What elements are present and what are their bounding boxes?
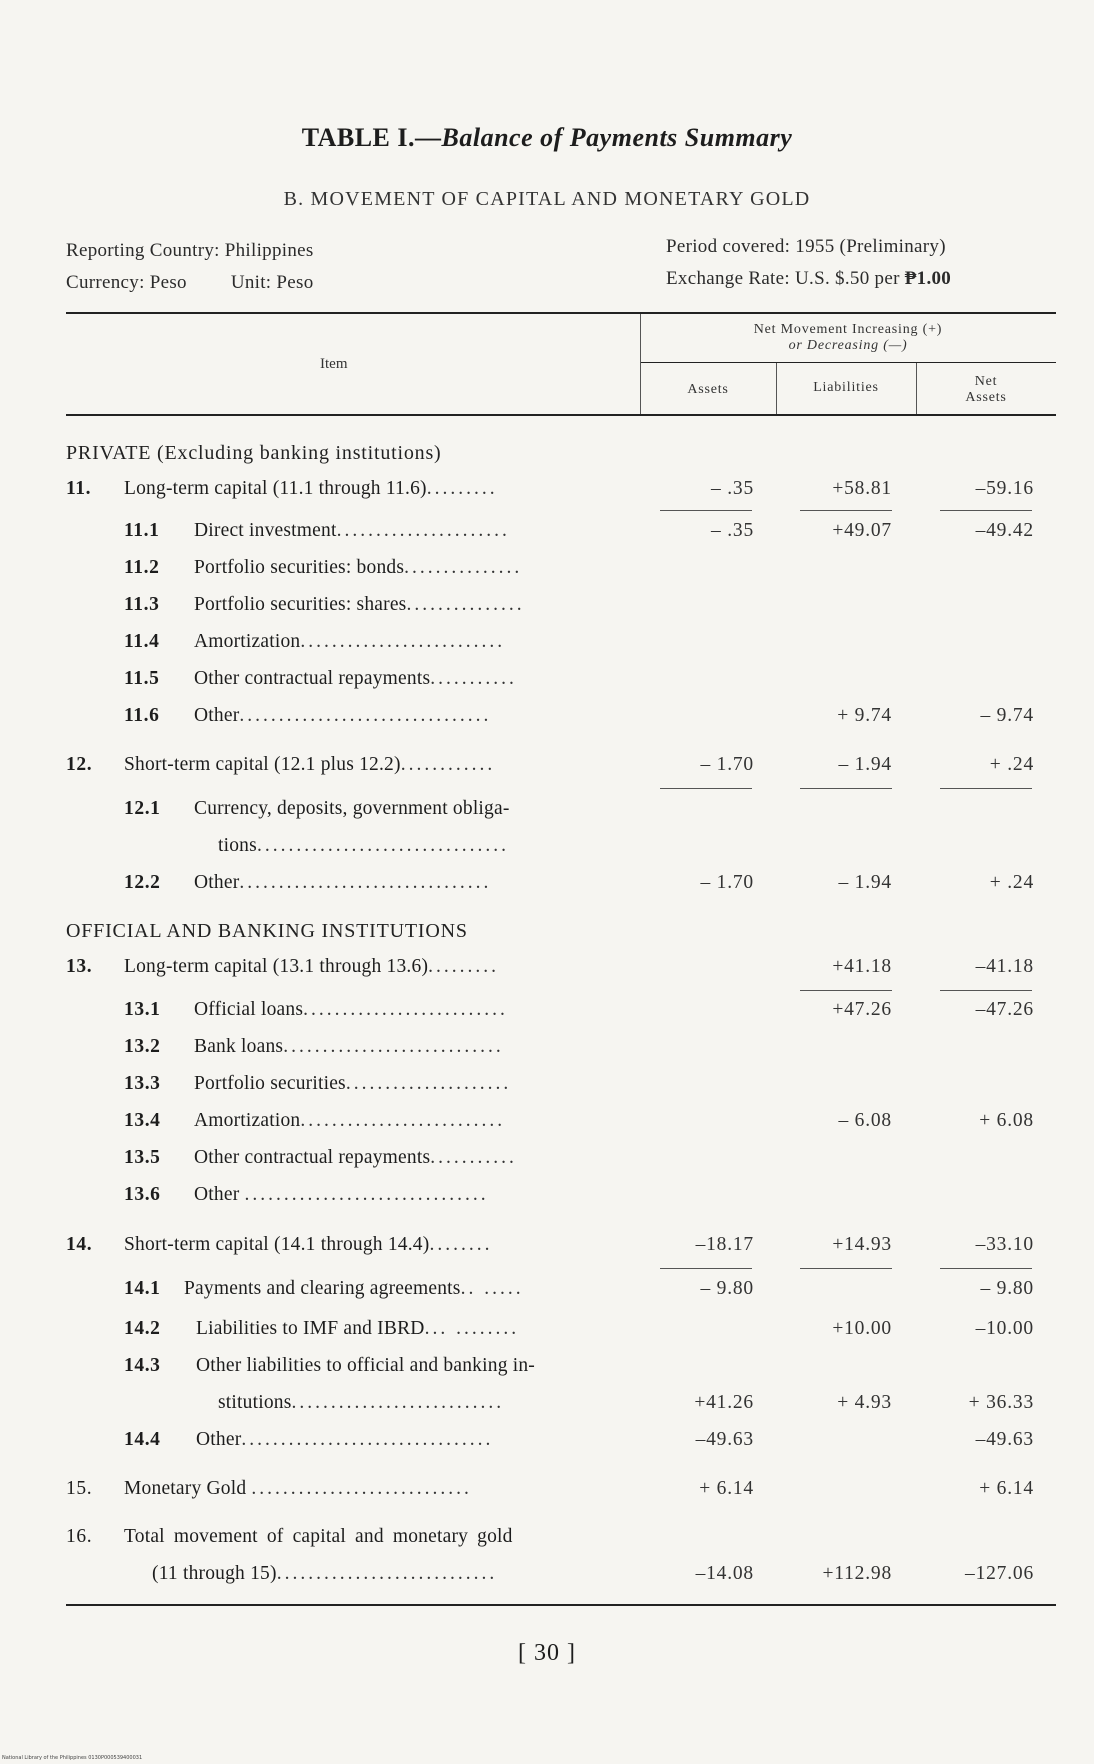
row-number: 11.6 <box>124 705 160 726</box>
liabilities-value: +10.00 <box>832 1318 892 1339</box>
row-label: Other contractual repayments........... <box>194 668 517 689</box>
table-row <box>0 999 1094 1029</box>
row-label: Amortization.......................... <box>194 631 506 652</box>
exchange-rate <box>666 268 951 290</box>
row-number: 11. <box>66 478 92 499</box>
row-label: tions................................ <box>218 835 509 856</box>
row-label: Portfolio securities: shares............... <box>194 594 525 615</box>
table-row-continuation <box>0 1563 1094 1593</box>
row-label: Short-term capital (14.1 through 14.4)........ <box>124 1234 493 1255</box>
row-number: 13.3 <box>124 1073 161 1094</box>
period-covered: Period covered: 1955 (Preliminary) <box>666 236 946 257</box>
liabilities-value: +41.18 <box>832 956 892 977</box>
subtotal-underline <box>800 1268 892 1269</box>
row-label: Short-term capital (12.1 plus 12.2)............ <box>124 754 496 775</box>
row-label: Monetary Gold ............................ <box>124 1478 472 1499</box>
row-number: 14.1 <box>124 1278 161 1299</box>
table-row-continuation <box>0 835 1094 865</box>
subtotal-underline <box>940 990 1032 991</box>
header-subrule <box>640 362 1056 363</box>
liabilities-value: +58.81 <box>832 478 892 499</box>
table-row <box>0 1278 1094 1308</box>
row-number: 13. <box>66 956 93 977</box>
row-label: Portfolio securities..................... <box>194 1073 512 1094</box>
liabilities-value: – 6.08 <box>838 1110 892 1131</box>
table-row <box>0 705 1094 735</box>
row-number: 14.3 <box>124 1355 161 1376</box>
header-bottom-rule <box>66 414 1056 416</box>
table-row-continuation <box>0 1392 1094 1422</box>
currency: Currency: Peso <box>66 272 187 293</box>
liabilities-value: +14.93 <box>832 1234 892 1255</box>
net-assets-value: – 9.74 <box>980 705 1034 726</box>
assets-value: – 1.70 <box>700 754 754 775</box>
row-label: Amortization.......................... <box>194 1110 506 1131</box>
subtotal-underline <box>660 788 752 789</box>
net-assets-value: – 9.80 <box>980 1278 1034 1299</box>
assets-value: –49.63 <box>695 1429 754 1450</box>
table-row <box>0 1036 1094 1066</box>
row-number: 13.1 <box>124 999 161 1020</box>
row-label: Other liabilities to official and banking in- <box>196 1355 535 1376</box>
row-label: Portfolio securities: bonds............... <box>194 557 523 578</box>
table-row <box>0 631 1094 661</box>
row-label: Long-term capital (11.1 through 11.6)......... <box>124 478 498 499</box>
row-number: 12.2 <box>124 872 161 893</box>
liabilities-value: +49.07 <box>832 520 892 541</box>
table-row <box>0 798 1094 828</box>
table-row <box>0 1478 1094 1508</box>
header-net-assets-1: Net <box>974 374 998 389</box>
net-assets-value: –47.26 <box>975 999 1034 1020</box>
table-row <box>0 1184 1094 1214</box>
row-number: 14.4 <box>124 1429 161 1450</box>
assets-value: +41.26 <box>694 1392 754 1413</box>
net-assets-value: –33.10 <box>975 1234 1034 1255</box>
net-assets-value: + .24 <box>989 754 1034 775</box>
assets-value: – .35 <box>711 520 754 541</box>
exchange-rate-text: Exchange Rate: U.S. $.50 per <box>666 268 905 289</box>
exchange-rate-peso: ₱1.00 <box>904 268 952 289</box>
table-row <box>0 520 1094 550</box>
table-row <box>0 594 1094 624</box>
subtotal-underline <box>660 1268 752 1269</box>
row-number: 14. <box>66 1234 93 1255</box>
liabilities-value: + 9.74 <box>837 705 892 726</box>
row-label: stitutions........................... <box>218 1392 505 1413</box>
net-assets-value: + 36.33 <box>968 1392 1034 1413</box>
table-subtitle: B. MOVEMENT OF CAPITAL AND MONETARY GOLD <box>283 188 811 210</box>
net-assets-value: + .24 <box>989 872 1034 893</box>
row-number: 13.5 <box>124 1147 161 1168</box>
row-label: Other................................ <box>194 705 492 726</box>
net-assets-value: –127.06 <box>965 1563 1034 1584</box>
table-row <box>0 478 1094 508</box>
table-row <box>0 1526 1094 1556</box>
row-label: Liabilities to IMF and IBRD... ........ <box>196 1318 520 1339</box>
liabilities-value: – 1.94 <box>838 754 892 775</box>
subtotal-underline <box>800 510 892 511</box>
row-label: Other contractual repayments........... <box>194 1147 517 1168</box>
subtotal-underline <box>940 1268 1032 1269</box>
assets-value: –18.17 <box>695 1234 754 1255</box>
subtotal-underline <box>940 510 1032 511</box>
header-assets: Assets <box>687 382 729 397</box>
assets-value: – 9.80 <box>700 1278 754 1299</box>
subtotal-underline <box>660 510 752 511</box>
table-row <box>0 754 1094 784</box>
row-label: Currency, deposits, government obliga- <box>194 798 510 819</box>
table-number: TABLE I. <box>301 123 416 152</box>
title-dash: — <box>415 123 442 152</box>
table-row <box>0 872 1094 902</box>
assets-value: –14.08 <box>695 1563 754 1584</box>
row-number: 15. <box>66 1478 93 1499</box>
assets-value: – .35 <box>711 478 754 499</box>
row-number: 11.3 <box>124 594 160 615</box>
net-assets-value: –41.18 <box>975 956 1034 977</box>
row-label: Total movement of capital and monetary gold <box>124 1526 513 1547</box>
row-label: Payments and clearing agreements.. ..... <box>184 1278 524 1299</box>
assets-value: – 1.70 <box>700 872 754 893</box>
table-row <box>0 1355 1094 1385</box>
header-net-movement-2: or Decreasing (—) <box>788 338 908 353</box>
top-rule <box>66 312 1056 314</box>
row-number: 11.5 <box>124 668 160 689</box>
table-row <box>0 1073 1094 1103</box>
table-row <box>0 668 1094 698</box>
liabilities-value: + 4.93 <box>837 1392 892 1413</box>
row-label: Direct investment...................... <box>194 520 510 541</box>
net-assets-value: –49.63 <box>975 1429 1034 1450</box>
row-number: 13.4 <box>124 1110 161 1131</box>
row-number: 13.6 <box>124 1184 161 1205</box>
net-assets-value: + 6.08 <box>979 1110 1034 1131</box>
header-item: Item <box>320 356 348 372</box>
row-label: Bank loans............................ <box>194 1036 504 1057</box>
section-private: PRIVATE (Excluding banking institutions) <box>66 442 442 464</box>
row-label: Long-term capital (13.1 through 13.6)......... <box>124 956 500 977</box>
subtotal-underline <box>800 788 892 789</box>
liabilities-value: – 1.94 <box>838 872 892 893</box>
table-row <box>0 557 1094 587</box>
row-label: Other ............................... <box>194 1184 489 1205</box>
row-label: Official loans.......................... <box>194 999 508 1020</box>
assets-value: + 6.14 <box>699 1478 754 1499</box>
bottom-rule <box>66 1604 1056 1606</box>
table-row <box>0 1147 1094 1177</box>
unit: Unit: Peso <box>230 272 314 293</box>
row-label: Other................................ <box>194 872 492 893</box>
reporting-country: Reporting Country: Philippines <box>66 240 314 261</box>
table-row <box>0 956 1094 986</box>
page-number: [ 30 ] <box>518 1640 576 1666</box>
table-title <box>0 123 1094 153</box>
row-number: 14.2 <box>124 1318 161 1339</box>
header-liabilities: Liabilities <box>813 380 879 395</box>
row-number: 12. <box>66 754 93 775</box>
table-row <box>0 1318 1094 1348</box>
table-row <box>0 1429 1094 1459</box>
row-label: (11 through 15)............................ <box>152 1563 498 1584</box>
net-assets-value: –10.00 <box>975 1318 1034 1339</box>
header-net-movement-1: Net Movement Increasing (+) <box>753 322 943 337</box>
net-assets-value: + 6.14 <box>979 1478 1034 1499</box>
subtotal-underline <box>940 788 1032 789</box>
row-number: 11.4 <box>124 631 160 652</box>
net-assets-value: –49.42 <box>975 520 1034 541</box>
header-net-assets-2: Assets <box>965 390 1007 405</box>
currency-line <box>66 272 314 294</box>
row-label: Other................................ <box>196 1429 494 1450</box>
row-number: 11.1 <box>124 520 160 541</box>
row-number: 16. <box>66 1526 93 1547</box>
table-name: Balance of Payments Summary <box>441 123 793 152</box>
row-number: 13.2 <box>124 1036 161 1057</box>
liabilities-value: +47.26 <box>832 999 892 1020</box>
row-number: 11.2 <box>124 557 160 578</box>
row-number: 12.1 <box>124 798 161 819</box>
subtotal-underline <box>800 990 892 991</box>
archive-footnote: National Library of the Philippines 0130P000539400031 <box>2 1755 143 1761</box>
table-row <box>0 1110 1094 1140</box>
section-official: OFFICIAL AND BANKING INSTITUTIONS <box>66 920 468 942</box>
table-row <box>0 1234 1094 1264</box>
net-assets-value: –59.16 <box>975 478 1034 499</box>
liabilities-value: +112.98 <box>822 1563 892 1584</box>
